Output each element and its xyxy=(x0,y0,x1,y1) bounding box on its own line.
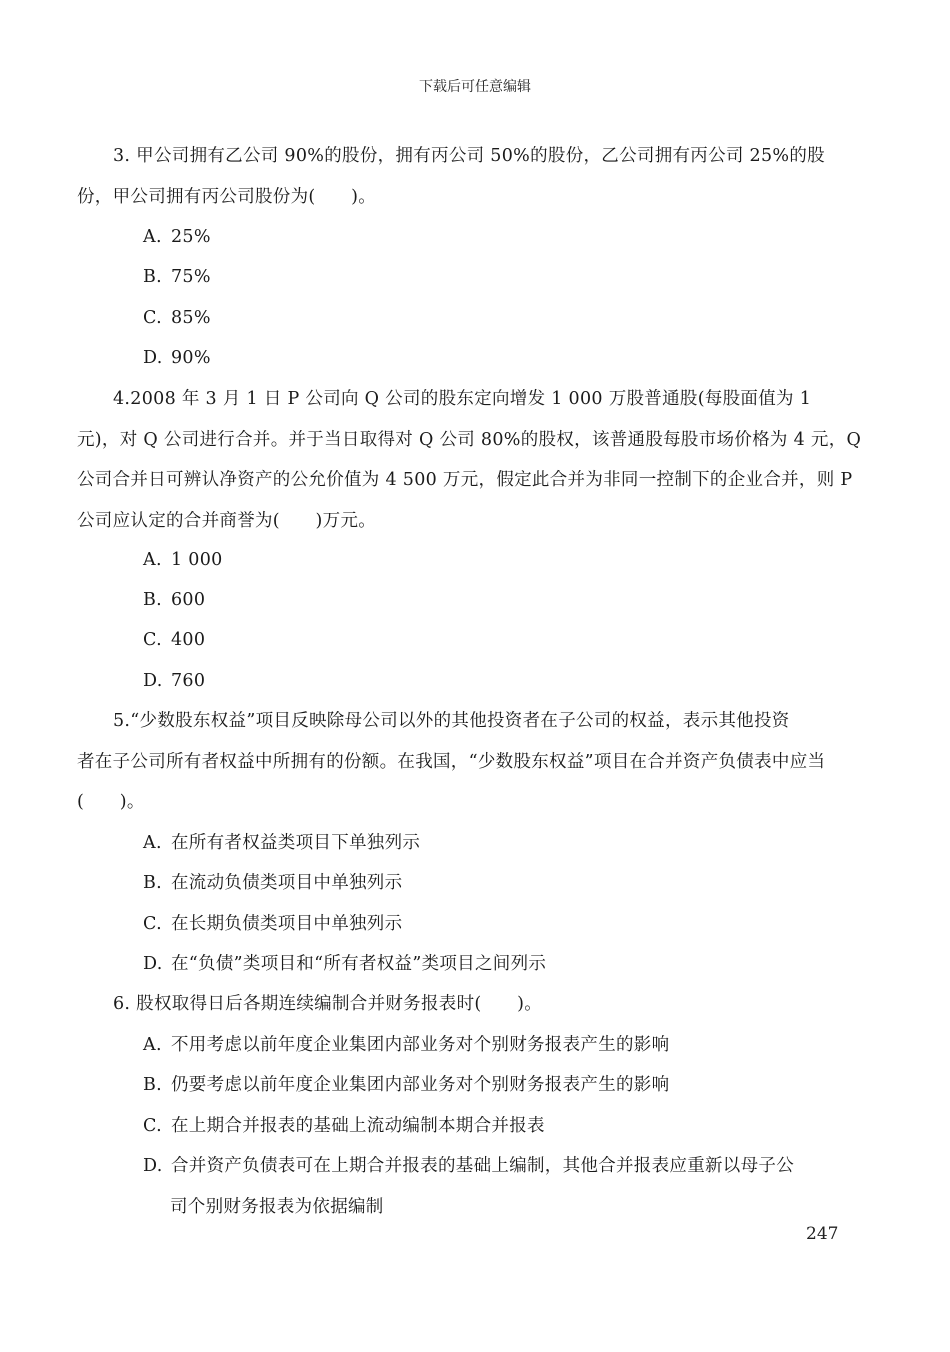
option-letter: D. xyxy=(143,954,163,974)
option-letter: A. xyxy=(143,1035,162,1055)
option-letter: D. xyxy=(143,671,163,691)
option-letter: A. xyxy=(143,550,162,570)
question-3-option-b xyxy=(143,257,863,298)
option-text: 760 xyxy=(171,671,206,691)
question-3-option-c xyxy=(143,298,863,339)
question-stem-rest: 元)，对 Q 公司进行合并。并于当日取得对 Q 公司 80%的股权，该普通股每股市场价格为 4 元，Q 公司合并日可辨认净资产的公允价值为 4 500 万元，假定此合并为非同一控制下的企业合并，则 P 公司应认定的合并商誉为( )万元。 xyxy=(77,429,862,531)
question-number: 3. xyxy=(113,146,131,166)
question-number: 4. xyxy=(113,389,131,409)
question-stem-rest: 份，甲公司拥有丙公司股份为( )。 xyxy=(77,186,377,207)
question-number: 5. xyxy=(113,711,131,731)
question-5-stem xyxy=(77,701,867,823)
option-text: 在上期合并报表的基础上流动编制本期合并报表 xyxy=(171,1116,545,1136)
question-6-option-c xyxy=(143,1106,863,1147)
question-6-option-b xyxy=(143,1065,863,1106)
question-4-option-b xyxy=(143,580,863,621)
question-5-option-c xyxy=(143,904,863,945)
question-number: 6. xyxy=(113,994,131,1014)
option-text: 90% xyxy=(171,348,211,368)
option-text: 75% xyxy=(171,267,211,287)
question-3-option-d xyxy=(143,338,863,379)
question-4-option-a xyxy=(143,540,863,581)
option-letter: C. xyxy=(143,1116,162,1136)
option-letter: C. xyxy=(143,630,162,650)
page-number: 247 xyxy=(806,1224,839,1244)
question-6-option-a xyxy=(143,1025,863,1066)
option-text: 25% xyxy=(171,227,211,247)
option-letter: C. xyxy=(143,914,162,934)
question-4-option-c xyxy=(143,620,863,661)
question-4-stem xyxy=(77,379,867,541)
question-stem-line1: 2008 年 3 月 1 日 P 公司向 Q 公司的股东定向增发 1 000 万股普通股(每股面值为 1 xyxy=(130,389,812,409)
question-6-stem xyxy=(77,984,867,1025)
question-5-option-b xyxy=(143,863,863,904)
option-letter: B. xyxy=(143,1075,163,1095)
question-3-option-a xyxy=(143,217,863,258)
option-letter: A. xyxy=(143,833,162,853)
question-stem-line1: 甲公司拥有乙公司 90%的股份，拥有丙公司 50%的股份，乙公司拥有丙公司 25%的股 xyxy=(136,146,825,166)
option-text: 在“负债”类项目和“所有者权益”类项目之间列示 xyxy=(171,954,547,974)
question-5-option-a xyxy=(143,823,863,864)
option-letter: B. xyxy=(143,873,163,893)
option-text: 合并资产负债表可在上期合并报表的基础上编制，其他合并报表应重新以母子公 xyxy=(171,1156,794,1176)
question-4-option-d xyxy=(143,661,863,702)
option-text: 400 xyxy=(171,630,206,650)
option-letter: D. xyxy=(143,348,163,368)
option-text: 在长期负债类项目中单独列示 xyxy=(171,914,403,934)
question-6-option-d xyxy=(143,1146,863,1227)
question-5-option-d xyxy=(143,944,863,985)
option-text: 不用考虑以前年度企业集团内部业务对个别财务报表产生的影响 xyxy=(171,1035,670,1055)
option-text: 在所有者权益类项目下单独列示 xyxy=(171,833,421,853)
option-text: 在流动负债类项目中单独列示 xyxy=(171,873,403,893)
question-3-stem xyxy=(77,136,867,217)
option-text: 仍要考虑以前年度企业集团内部业务对个别财务报表产生的影响 xyxy=(171,1075,670,1095)
question-stem-rest: 者在子公司所有者权益中所拥有的份额。在我国，“少数股东权益”项目在合并资产负债表中应当( )。 xyxy=(77,751,826,812)
page-header: 下载后可任意编辑 xyxy=(419,79,531,95)
option-text: 85% xyxy=(171,308,211,328)
option-letter: B. xyxy=(143,590,163,610)
option-letter: B. xyxy=(143,267,163,287)
option-letter: D. xyxy=(143,1156,163,1176)
option-text: 600 xyxy=(171,590,206,610)
option-text-continuation: 司个别财务报表为依据编制 xyxy=(170,1196,384,1217)
option-letter: A. xyxy=(143,227,162,247)
option-letter: C. xyxy=(143,308,162,328)
option-text: 1 000 xyxy=(171,550,223,570)
question-stem-line1: 股权取得日后各期连续编制合并财务报表时( )。 xyxy=(136,994,543,1014)
question-stem-line1: “少数股东权益”项目反映除母公司以外的其他投资者在子公司的权益，表示其他投资 xyxy=(130,711,790,731)
